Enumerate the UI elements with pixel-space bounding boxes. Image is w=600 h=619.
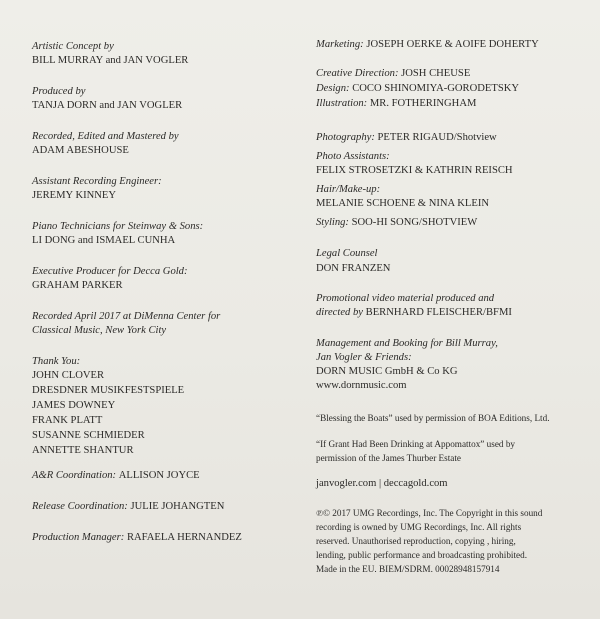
piano-technicians-value: LI DONG and ISMAEL CUNHA	[32, 235, 176, 246]
illustration-credit	[316, 97, 476, 111]
recorded-label: Recorded, Edited and Mastered by	[32, 131, 179, 142]
promo-video-label: directed by	[316, 307, 363, 318]
photography-credit	[316, 131, 497, 145]
styling-label: Styling:	[316, 217, 349, 228]
grant-permission-line-2: permission of the James Thurber Estate	[316, 453, 462, 463]
promo-video-line-2	[316, 306, 512, 320]
recorded-value: ADAM ABESHOUSE	[32, 145, 129, 156]
executive-producer-label: Executive Producer for Decca Gold:	[32, 266, 188, 277]
websites-link[interactable]: janvogler.com | deccagold.com	[316, 478, 448, 489]
thank-you-name: JOHN CLOVER	[32, 370, 105, 381]
production-manager-credit	[32, 531, 242, 545]
hair-makeup-value: MELANIE SCHOENE & NINA KLEIN	[316, 198, 490, 209]
design-value: COCO SHINOMIYA-GORODETSKY	[352, 83, 520, 94]
produced-value: TANJA DORN and JAN VOGLER	[32, 100, 183, 111]
styling-credit	[316, 216, 477, 230]
management-company: DORN MUSIC GmbH & Co KG	[316, 366, 458, 377]
assistant-engineer-value: JEREMY KINNEY	[32, 190, 117, 201]
thank-you-name: FRANK PLATT	[32, 415, 103, 426]
photo-assistants-label: Photo Assistants:	[316, 151, 390, 162]
thank-you-name: SUSANNE SCHMIEDER	[32, 430, 145, 441]
executive-producer-value: GRAHAM PARKER	[32, 280, 123, 291]
thank-you-label: Thank You:	[32, 356, 81, 367]
creative-direction-credit	[316, 67, 470, 81]
management-line-2: Jan Vogler & Friends:	[316, 352, 412, 363]
blessing-the-boats-permission: “Blessing the Boats” used by permission of BOA Editions, Ltd.	[316, 413, 550, 423]
marketing-credit	[316, 38, 539, 52]
photo-assistants-value: FELIX STROSETZKI & KATHRIN REISCH	[316, 165, 513, 176]
assistant-engineer-label: Assistant Recording Engineer:	[32, 176, 162, 187]
photography-label: Photography:	[316, 132, 375, 143]
grant-permission-line-1: “If Grant Had Been Drinking at Appomattox” used by	[316, 439, 516, 449]
illustration-value: MR. FOTHERINGHAM	[369, 98, 477, 109]
copyright-line: lending, public performance and broadcasting prohibited.	[316, 550, 527, 560]
marketing-value: JOSEPH OERKE & AOIFE DOHERTY	[366, 39, 539, 50]
production-manager-label: Production Manager:	[32, 532, 125, 543]
design-label: Design:	[316, 83, 350, 94]
copyright-line: ℗© 2017 UMG Recordings, Inc. The Copyright in this sound	[316, 508, 543, 518]
styling-value: SOO-HI SONG/SHOTVIEW	[351, 217, 478, 228]
copyright-line: reserved. Unauthorised reproduction, copying , hiring,	[316, 536, 516, 546]
recording-location-line-1: Recorded April 2017 at DiMenna Center for	[32, 311, 221, 322]
management-line-1: Management and Booking for Bill Murray,	[316, 338, 498, 349]
copyright-line: recording is owned by UMG Recordings, Inc. All rights	[316, 522, 522, 532]
legal-counsel-label: Legal Counsel	[316, 248, 378, 259]
thank-you-name: DRESDNER MUSIKFESTSPIELE	[32, 385, 185, 396]
release-coordination-value: JULIE JOHANGTEN	[130, 501, 225, 512]
ar-coordination-value: ALLISON JOYCE	[118, 470, 200, 481]
piano-technicians-label: Piano Technicians for Steinway & Sons:	[32, 221, 204, 232]
marketing-label: Marketing:	[316, 39, 364, 50]
promo-video-value: BERNHARD FLEISCHER/BFMI	[365, 307, 512, 318]
produced-label: Produced by	[32, 86, 86, 97]
artistic-concept-label: Artistic Concept by	[32, 41, 114, 52]
ar-coordination-label: A&R Coordination:	[32, 470, 117, 481]
thank-you-name: ANNETTE SHANTUR	[32, 445, 134, 456]
promo-video-line-1: Promotional video material produced and	[316, 293, 495, 304]
creative-direction-value: JOSH CHEUSE	[401, 68, 471, 79]
recording-location-line-2: Classical Music, New York City	[32, 325, 167, 336]
release-coordination-label: Release Coordination:	[32, 501, 128, 512]
release-coordination-credit	[32, 500, 224, 514]
creative-direction-label: Creative Direction:	[316, 68, 399, 79]
legal-counsel-value: DON FRANZEN	[316, 263, 391, 274]
photography-value: PETER RIGAUD/Shotview	[377, 132, 497, 143]
production-manager-value: RAFAELA HERNANDEZ	[126, 532, 242, 543]
copyright-line: Made in the EU. BIEM/SDRM. 00028948157914	[316, 564, 500, 574]
illustration-label: Illustration:	[316, 98, 368, 109]
ar-coordination-credit	[32, 469, 200, 483]
artistic-concept-value: BILL MURRAY and JAN VOGLER	[32, 55, 189, 66]
management-website-link[interactable]: www.dornmusic.com	[316, 380, 407, 391]
thank-you-name: JAMES DOWNEY	[32, 400, 116, 411]
hair-makeup-label: Hair/Make-up:	[316, 184, 381, 195]
design-credit	[316, 82, 519, 96]
